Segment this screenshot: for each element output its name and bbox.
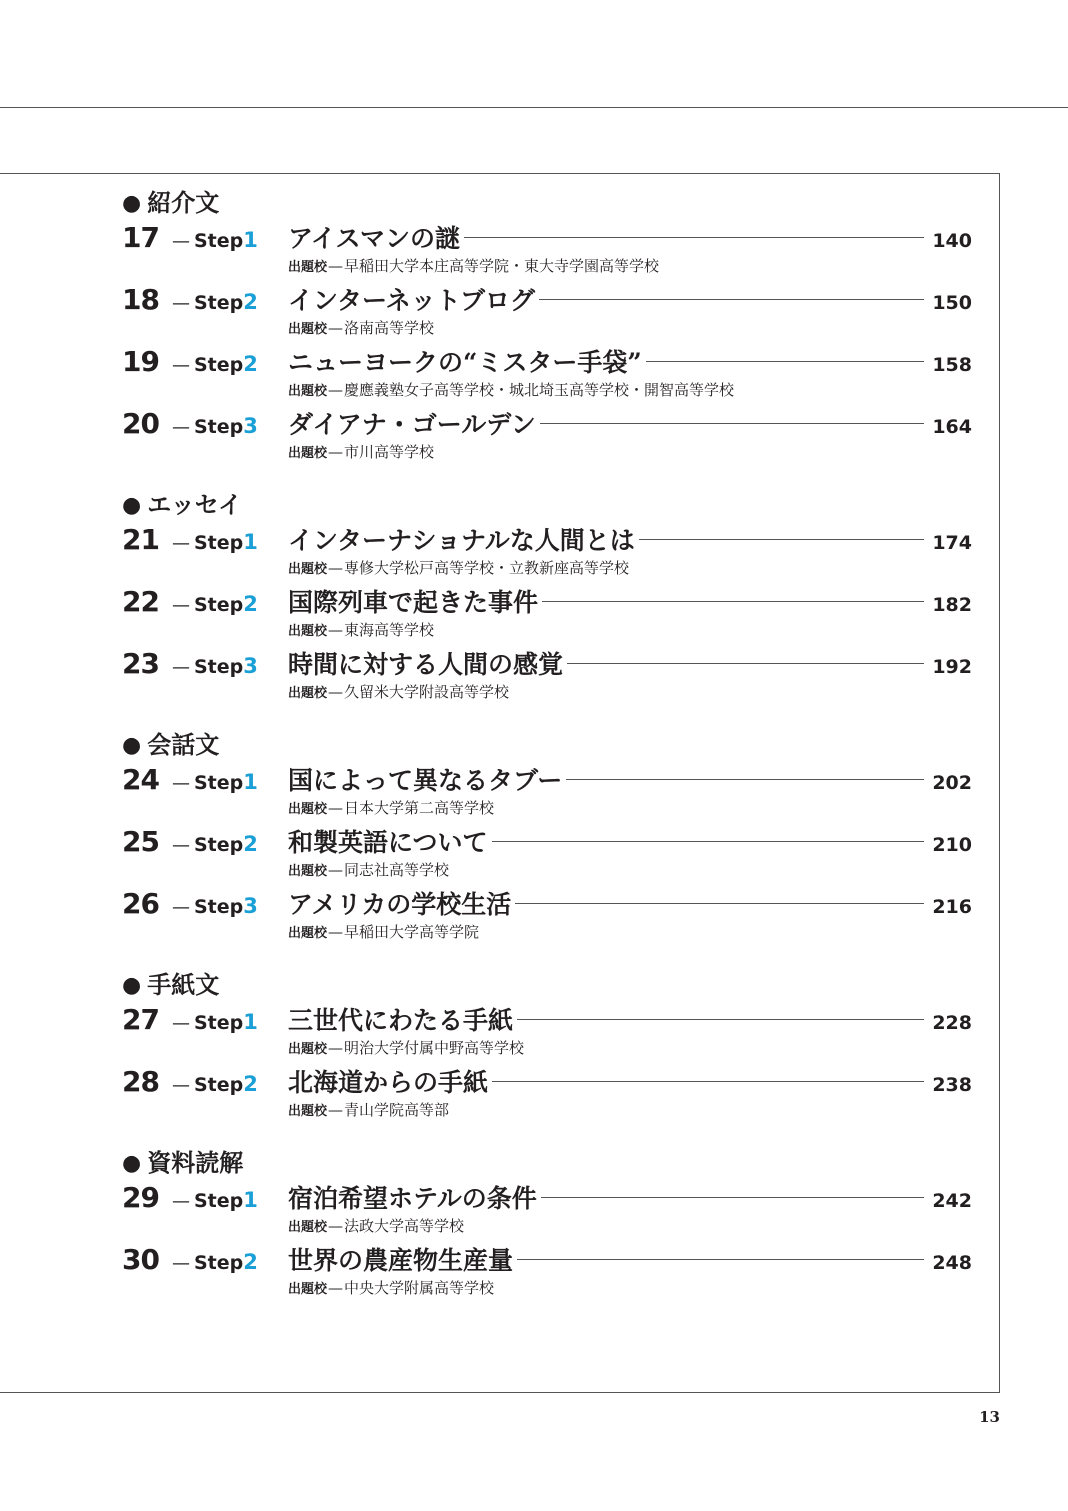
entry-number: 23	[122, 647, 159, 680]
entry-page: 150	[932, 292, 972, 314]
step-label: Step2	[194, 832, 258, 856]
entry-number: 27	[122, 1003, 159, 1036]
section-title-text: エッセイ	[147, 490, 243, 519]
entry-schools: 出題校—東海高等学校	[288, 621, 435, 639]
step-label: Step2	[194, 1250, 258, 1274]
bullet-icon: ●	[122, 732, 142, 758]
toc-entry[interactable]	[122, 584, 972, 646]
entry-schools: 出題校—慶應義塾女子高等学校・城北埼玉高等学校・開智高等学校	[288, 381, 735, 399]
toc-section	[122, 488, 972, 708]
toc-entry[interactable]	[122, 522, 972, 584]
entry-schools: 出題校—洛南高等学校	[288, 319, 435, 337]
entry-page: 158	[932, 354, 972, 376]
leader-line	[542, 601, 924, 602]
entry-page: 210	[932, 834, 972, 856]
entry-schools: 出題校—法政大学高等学校	[288, 1217, 465, 1235]
leader-line	[539, 299, 924, 300]
entry-page: 216	[932, 896, 972, 918]
entry-number: 20	[122, 407, 159, 440]
entry-number: 30	[122, 1243, 159, 1276]
top-rule	[0, 107, 1068, 108]
entry-title[interactable]: 国によって異なるタブー	[288, 766, 563, 795]
toc-entry[interactable]	[122, 282, 972, 344]
leader-line	[517, 1259, 924, 1260]
leader-line	[464, 237, 924, 238]
entry-title[interactable]: 三世代にわたる手紙	[288, 1006, 514, 1035]
leader-line	[492, 841, 924, 842]
entry-dash: —	[172, 595, 190, 616]
entry-dash: —	[172, 657, 190, 678]
section-title-text: 会話文	[147, 730, 220, 759]
entry-number: 28	[122, 1065, 159, 1098]
entry-page: 140	[932, 230, 972, 252]
entry-schools: 出題校—久留米大学附設高等学校	[288, 683, 510, 701]
entry-schools: 出題校—同志社高等学校	[288, 861, 450, 879]
leader-line	[540, 423, 924, 424]
section-title	[122, 1146, 972, 1180]
step-label: Step3	[194, 894, 258, 918]
entry-page: 182	[932, 594, 972, 616]
entry-number: 17	[122, 221, 159, 254]
entry-title[interactable]: 世界の農産物生産量	[288, 1246, 514, 1275]
entry-page: 228	[932, 1012, 972, 1034]
step-label: Step3	[194, 654, 258, 678]
toc-entry[interactable]	[122, 344, 972, 406]
section-title	[122, 968, 972, 1002]
leader-line	[567, 663, 924, 664]
entry-dash: —	[172, 1253, 190, 1274]
entry-title[interactable]: ニューヨークの“ミスター手袋”	[288, 348, 642, 377]
toc-entry[interactable]	[122, 1242, 972, 1304]
section-title-text: 手紙文	[147, 970, 220, 999]
leader-line	[517, 1019, 924, 1020]
entry-dash: —	[172, 355, 190, 376]
toc-entry[interactable]	[122, 1064, 972, 1126]
entry-title[interactable]: 北海道からの手紙	[288, 1068, 489, 1097]
toc-entry[interactable]	[122, 886, 972, 948]
entry-page: 202	[932, 772, 972, 794]
toc-section	[122, 1146, 972, 1304]
toc-entry[interactable]	[122, 406, 972, 468]
leader-line	[541, 1197, 924, 1198]
entry-dash: —	[172, 835, 190, 856]
entry-title[interactable]: 和製英語について	[288, 828, 488, 857]
step-label: Step2	[194, 1072, 258, 1096]
entry-dash: —	[172, 897, 190, 918]
entry-title[interactable]: 国際列車で起きた事件	[288, 588, 539, 617]
entry-schools: 出題校—早稲田大学本庄高等学院・東大寺学園高等学校	[288, 257, 660, 275]
entry-title[interactable]: インターナショナルな人間とは	[288, 526, 635, 555]
entry-page: 192	[932, 656, 972, 678]
table-of-contents	[122, 186, 972, 1324]
entry-number: 24	[122, 763, 159, 796]
entry-schools: 出題校—専修大学松戸高等学校・立教新座高等学校	[288, 559, 630, 577]
entry-schools: 出題校—中央大学附属高等学校	[288, 1279, 495, 1297]
toc-entry[interactable]	[122, 1180, 972, 1242]
bullet-icon: ●	[122, 190, 142, 216]
entry-schools: 出題校—市川高等学校	[288, 443, 435, 461]
entry-title[interactable]: アイスマンの謎	[288, 224, 461, 253]
entry-number: 21	[122, 523, 159, 556]
toc-entry[interactable]	[122, 824, 972, 886]
toc-entry[interactable]	[122, 646, 972, 708]
section-title	[122, 186, 972, 220]
entry-title[interactable]: インターネットブログ	[288, 286, 536, 315]
section-title	[122, 728, 972, 762]
entry-dash: —	[172, 1191, 190, 1212]
entry-dash: —	[172, 417, 190, 438]
entry-dash: —	[172, 1013, 190, 1034]
step-label: Step1	[194, 770, 258, 794]
bullet-icon: ●	[122, 1150, 142, 1176]
entry-dash: —	[172, 533, 190, 554]
section-title	[122, 488, 972, 522]
entry-dash: —	[172, 293, 190, 314]
entry-number: 29	[122, 1181, 159, 1214]
step-label: Step1	[194, 228, 258, 252]
step-label: Step1	[194, 1010, 258, 1034]
toc-section	[122, 968, 972, 1126]
section-title-text: 資料読解	[147, 1148, 244, 1177]
entry-schools: 出題校—日本大学第二高等学校	[288, 799, 495, 817]
toc-section	[122, 186, 972, 468]
entry-title[interactable]: 時間に対する人間の感覚	[288, 650, 564, 679]
entry-number: 25	[122, 825, 159, 858]
entry-dash: —	[172, 773, 190, 794]
toc-entry[interactable]	[122, 220, 972, 282]
leader-line	[639, 539, 924, 540]
entry-page: 248	[932, 1252, 972, 1274]
entry-title[interactable]: ダイアナ・ゴールデン	[288, 410, 536, 439]
step-label: Step2	[194, 352, 258, 376]
step-label: Step3	[194, 414, 258, 438]
entry-number: 26	[122, 887, 159, 920]
leader-line	[492, 1081, 924, 1082]
entry-page: 164	[932, 416, 972, 438]
leader-line	[646, 361, 924, 362]
entry-schools: 出題校—青山学院高等部	[288, 1101, 450, 1119]
entry-number: 22	[122, 585, 159, 618]
toc-entry[interactable]	[122, 762, 972, 824]
entry-title[interactable]: 宿泊希望ホテルの条件	[288, 1184, 537, 1213]
step-label: Step2	[194, 592, 258, 616]
entry-dash: —	[172, 1075, 190, 1096]
entry-number: 18	[122, 283, 159, 316]
entry-number: 19	[122, 345, 159, 378]
entry-schools: 出題校—早稲田大学高等学院	[288, 923, 480, 941]
toc-section	[122, 728, 972, 948]
section-title-text: 紹介文	[147, 188, 220, 217]
entry-page: 242	[932, 1190, 972, 1212]
step-label: Step1	[194, 530, 258, 554]
entry-schools: 出題校—明治大学付属中野高等学校	[288, 1039, 525, 1057]
entry-title[interactable]: アメリカの学校生活	[288, 890, 512, 919]
leader-line	[566, 779, 924, 780]
page-number: 13	[979, 1408, 1000, 1426]
entry-dash: —	[172, 231, 190, 252]
leader-line	[515, 903, 924, 904]
toc-entry[interactable]	[122, 1002, 972, 1064]
entry-page: 238	[932, 1074, 972, 1096]
step-label: Step2	[194, 290, 258, 314]
bullet-icon: ●	[122, 972, 142, 998]
bullet-icon: ●	[122, 492, 142, 518]
step-label: Step1	[194, 1188, 258, 1212]
entry-page: 174	[932, 532, 972, 554]
